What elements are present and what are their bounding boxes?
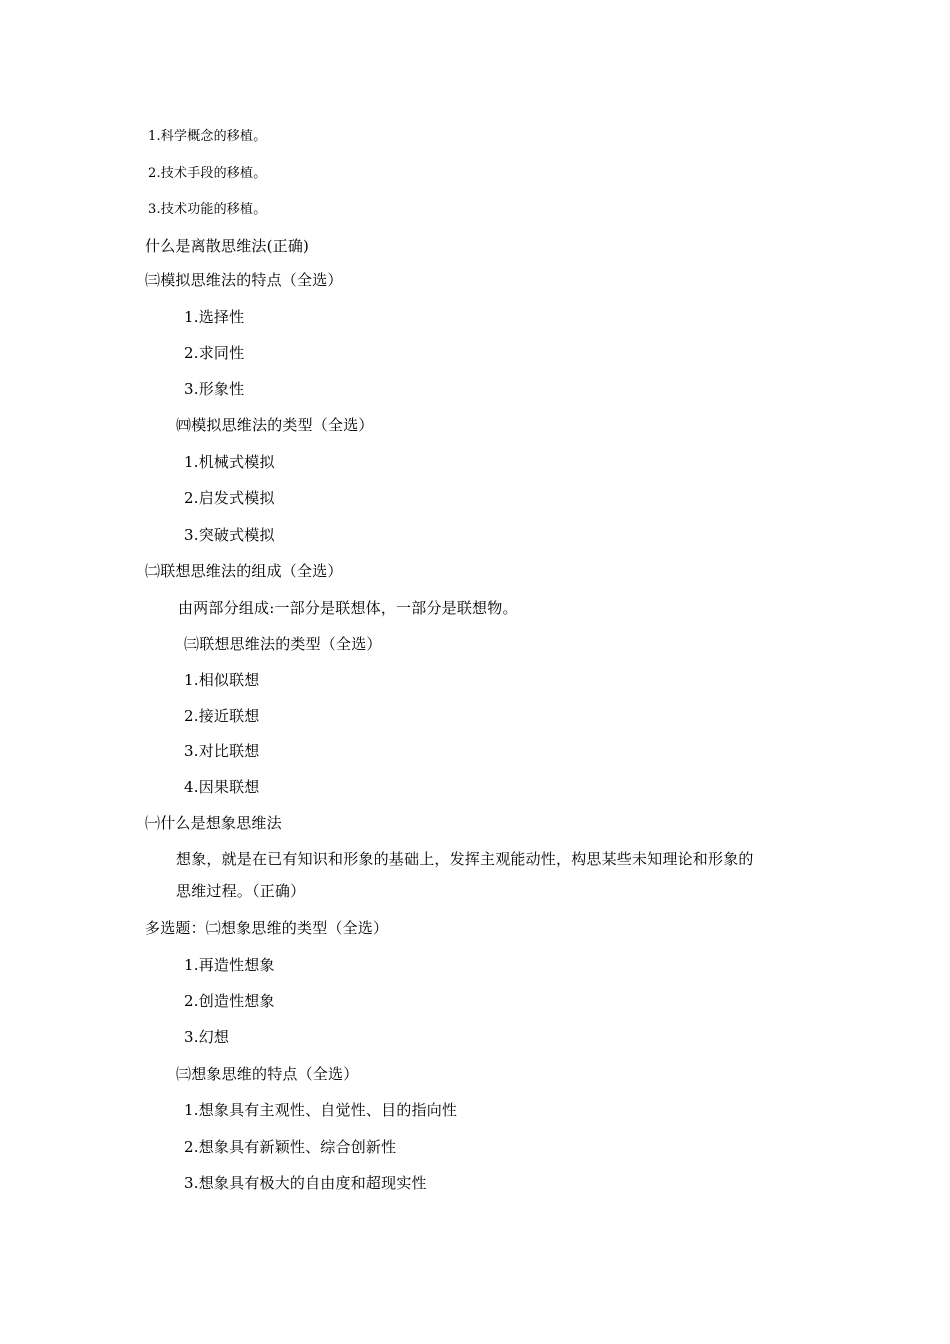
question-line: 什么是离散思维法(正确) (145, 237, 310, 255)
paragraph: 想象，就是在已有知识和形象的基础上，发挥主观能动性，构思某些未知理论和形象的 (176, 850, 754, 868)
list-item: 3.突破式模拟 (184, 526, 275, 544)
list-item: 4.因果联想 (184, 778, 260, 796)
text-line: 3.技术功能的移植。 (148, 202, 267, 217)
paragraph: 由两部分组成:一部分是联想体，一部分是联想物。 (178, 599, 518, 617)
list-item: 1.相似联想 (184, 671, 260, 689)
section-heading: ㈢模拟思维法的特点（全选） (145, 271, 343, 289)
section-heading: ㈣模拟思维法的类型（全选） (176, 416, 374, 434)
list-item: 3.想象具有极大的自由度和超现实性 (184, 1174, 427, 1192)
list-item: 2.启发式模拟 (184, 489, 275, 507)
list-item: 2.接近联想 (184, 707, 260, 725)
section-heading: ㈢想象思维的特点（全选） (176, 1065, 359, 1083)
section-heading: 多选题：㈡想象思维的类型（全选） (145, 919, 389, 937)
paragraph: 思维过程。（正确） (176, 882, 306, 900)
section-heading: ㈡联想思维法的组成（全选） (145, 562, 343, 580)
list-item: 2.创造性想象 (184, 992, 275, 1010)
text-line: 2.技术手段的移植。 (148, 166, 267, 181)
list-item: 3.幻想 (184, 1028, 230, 1046)
text-line: 1.科学概念的移植。 (148, 129, 267, 144)
section-heading: ㈠什么是想象思维法 (145, 814, 282, 832)
list-item: 1.想象具有主观性、自觉性、目的指向性 (184, 1101, 458, 1119)
list-item: 1.机械式模拟 (184, 453, 275, 471)
list-item: 2.想象具有新颖性、综合创新性 (184, 1138, 397, 1156)
list-item: 3.形象性 (184, 380, 245, 398)
list-item: 2.求同性 (184, 344, 245, 362)
list-item: 1.再造性想象 (184, 956, 275, 974)
list-item: 1.选择性 (184, 308, 245, 326)
section-heading: ㈢联想思维法的类型（全选） (184, 635, 382, 653)
list-item: 3.对比联想 (184, 742, 260, 760)
